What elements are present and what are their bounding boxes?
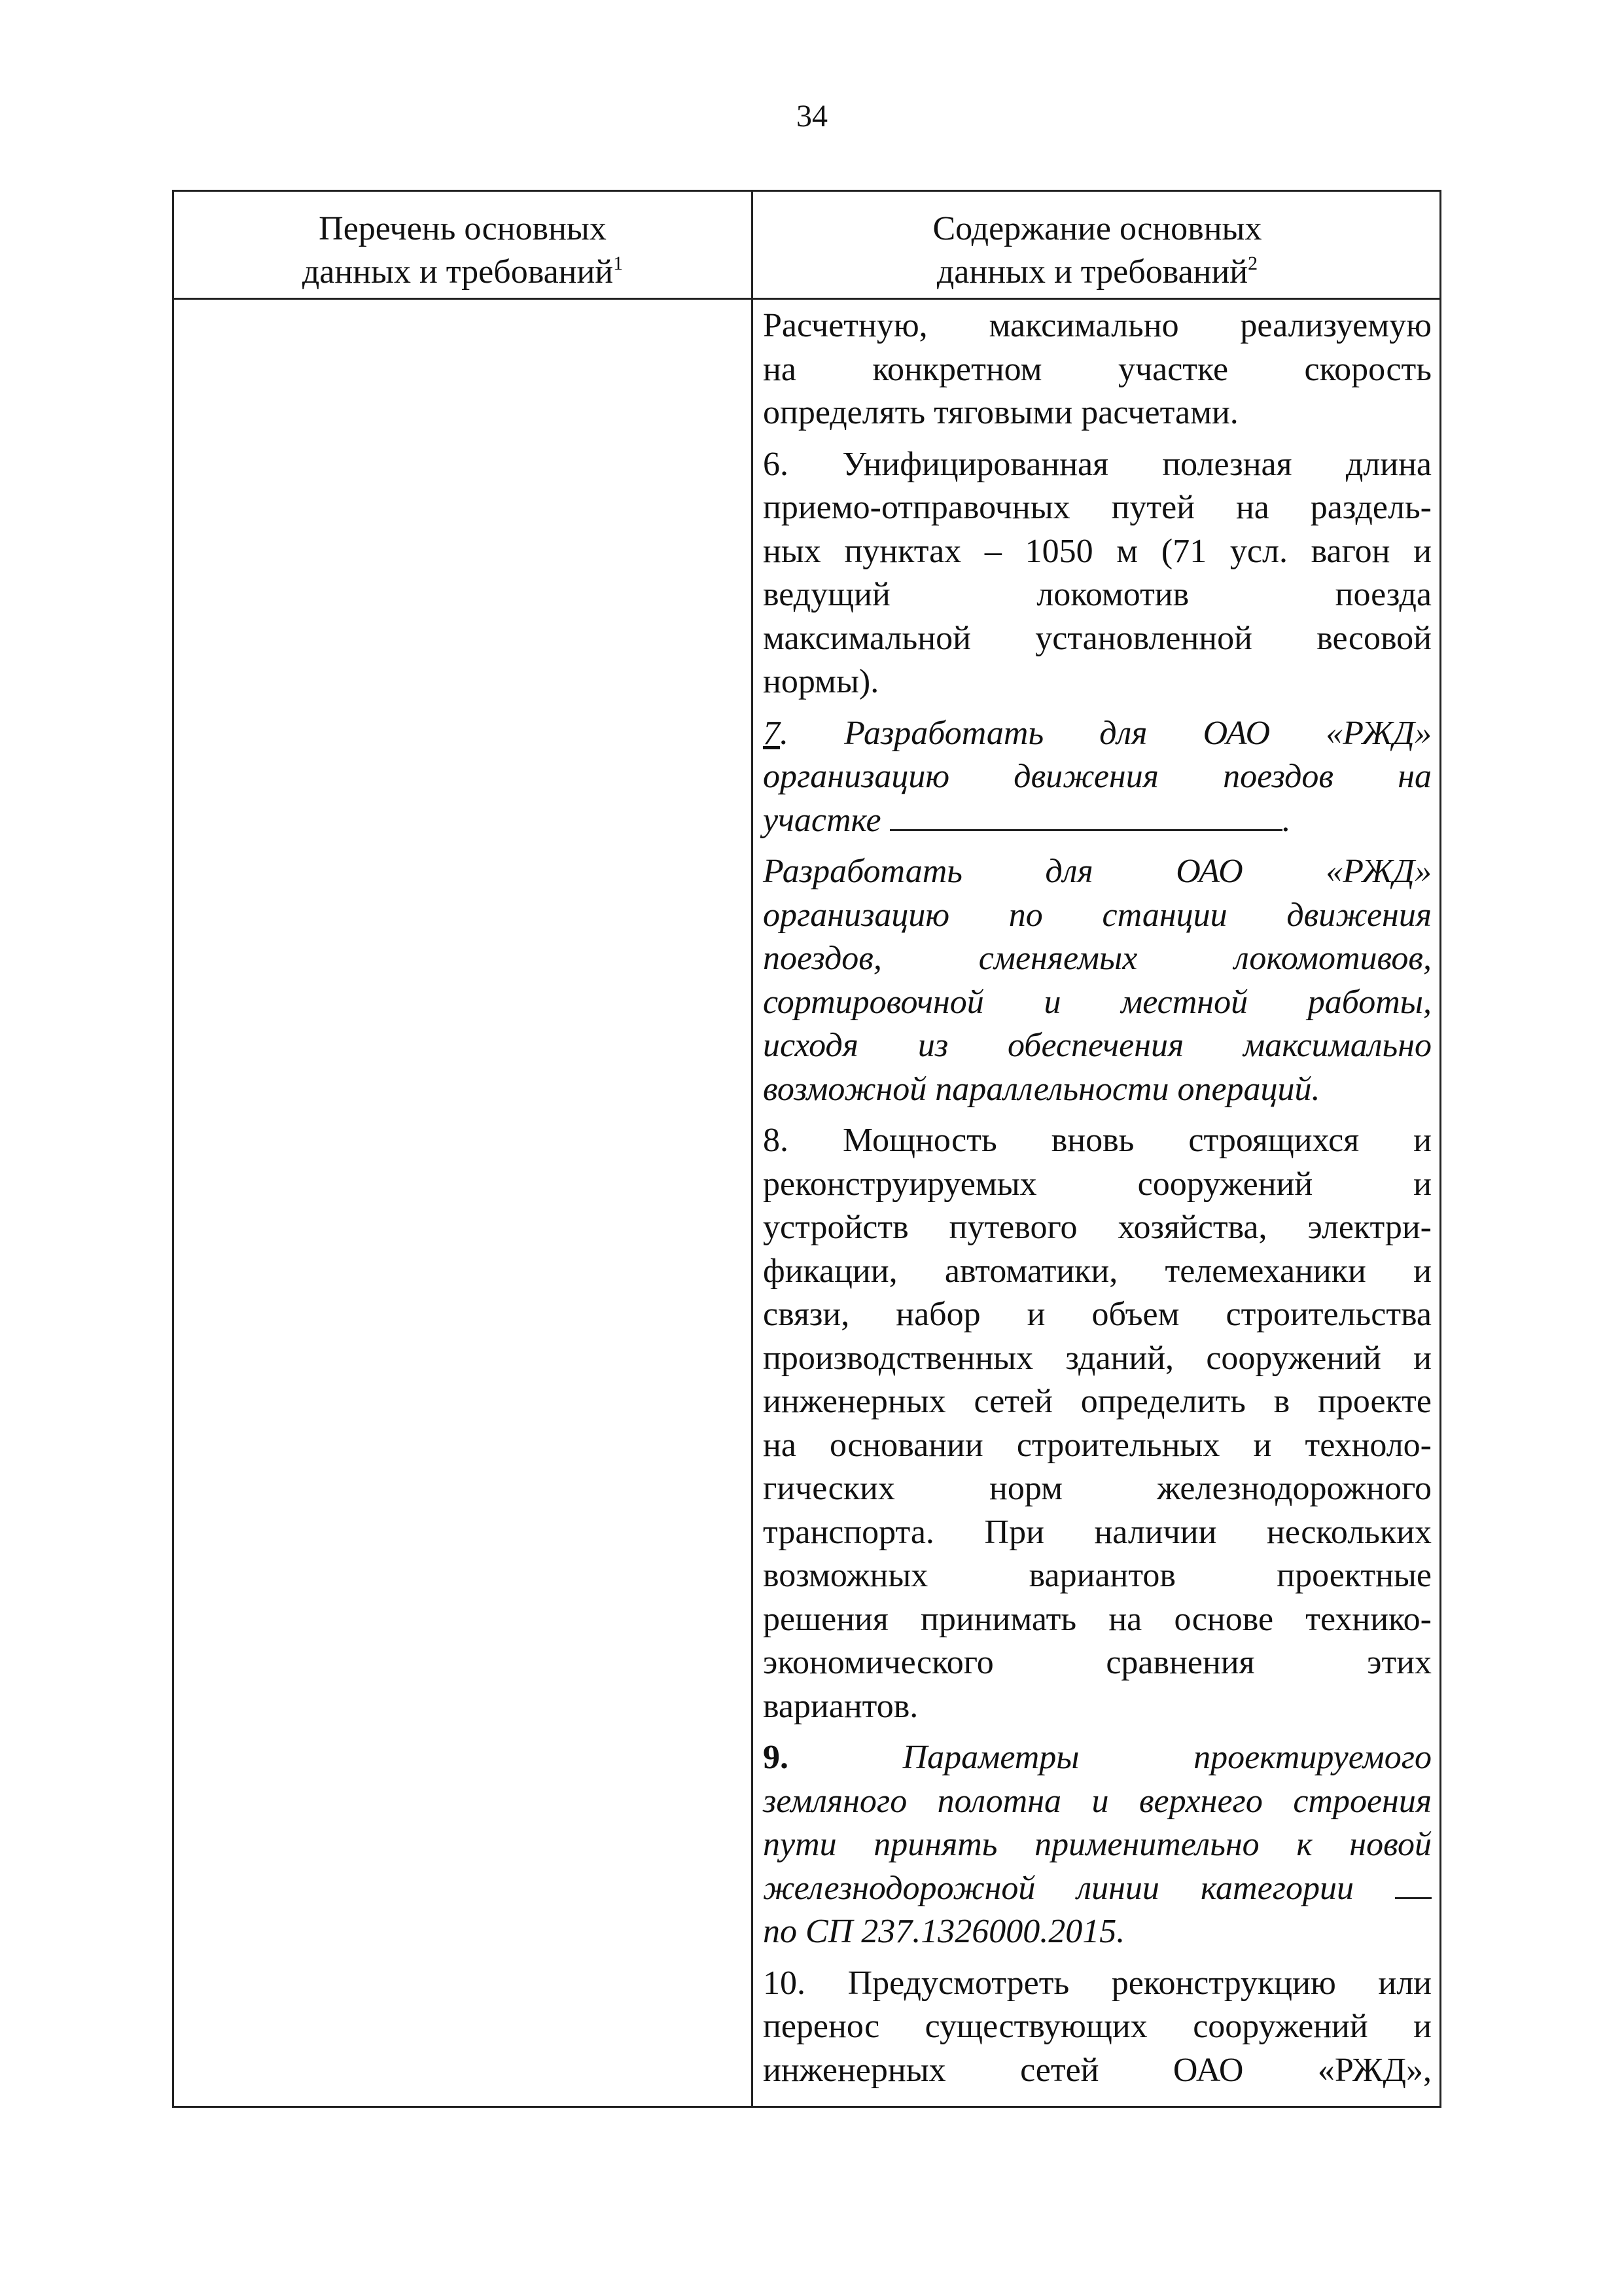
paragraph-6-track-length: [763, 443, 1432, 704]
text-line: земляного полотна и верхнего строения: [763, 1782, 1432, 1820]
requirements-table: [172, 190, 1441, 2108]
text-fragment: .: [1282, 801, 1291, 839]
text-line: поездов, сменяемых локомотивов,: [763, 940, 1432, 977]
text-line: нормы).: [763, 663, 879, 700]
text-line: сортировочной и местной работы,: [763, 983, 1432, 1021]
text-line: фикации, автоматики, телемеханики и: [763, 1252, 1432, 1290]
text-line: инженерных сетей определить в проекте: [763, 1383, 1432, 1420]
header-divider: [174, 298, 1439, 300]
text-line: исходя из обеспечения максимально: [763, 1027, 1432, 1064]
column-divider: [751, 192, 753, 2106]
page-number: 34: [796, 99, 828, 133]
paragraph-9-parameters: [763, 1736, 1432, 1954]
text-line: экономического сравнения этих: [763, 1644, 1432, 1681]
paragraph-8-capacity: [763, 1119, 1432, 1728]
text-line: Разработать для ОАО «РЖД»: [763, 853, 1432, 890]
text-line: 8. Мощность вновь строящихся и: [763, 1122, 1432, 1159]
text-line: [763, 712, 1432, 756]
text-line: реконструируемых сооружений и: [763, 1165, 1432, 1203]
text-line: [763, 799, 1432, 843]
text-line: организацию движения поездов на: [763, 758, 1432, 795]
text-line: Расчетную, максимально реализуемую: [763, 307, 1432, 344]
header-left-cell: [174, 207, 751, 294]
paragraph-7-station: [763, 850, 1432, 1111]
text-line: производственных зданий, сооружений и: [763, 1339, 1432, 1377]
text-line: инженерных сетей ОАО «РЖД»,: [763, 2051, 1432, 2089]
text-fragment: железнодорожной линии категории: [763, 1869, 1354, 1907]
text-line: 10. Предусмотреть реконструкцию или: [763, 1964, 1432, 2002]
text-fragment: . Разработать для ОАО «РЖД»: [780, 714, 1432, 752]
right-cell-content: [763, 304, 1432, 2100]
text-line: на основании строительных и техноло-: [763, 1426, 1432, 1464]
header-left-line1: Перечень основных: [319, 210, 607, 247]
item-number-7: 7: [763, 714, 780, 752]
paragraph-10-reconstruction: [763, 1962, 1432, 2093]
text-line: приемо-отправочных путей на раздель-: [763, 489, 1432, 526]
text-line: пути принять применительно к новой: [763, 1826, 1432, 1863]
text-line: решения принимать на основе технико-: [763, 1600, 1432, 1638]
text-line: ных пунктах – 1050 м (71 усл. вагон и: [763, 532, 1432, 570]
blank-field-category: [1395, 1871, 1432, 1899]
text-line: возможной параллельности операций.: [763, 1070, 1320, 1108]
paragraph-7-section: [763, 712, 1432, 843]
footnote-marker-2: 2: [1248, 253, 1258, 274]
text-line: вариантов.: [763, 1687, 919, 1725]
header-right-line1: Содержание основных: [932, 210, 1262, 247]
text-line: перенос существующих сооружений и: [763, 2008, 1432, 2045]
text-line: определять тяговыми расчетами.: [763, 394, 1239, 431]
text-line: на конкретном участке скорость: [763, 350, 1432, 388]
text-line: организацию по станции движения: [763, 896, 1432, 934]
text-line: 6. Унифицированная полезная длина: [763, 445, 1432, 483]
item-number-9: 9.: [763, 1739, 788, 1776]
header-left-line2-text: данных и требований: [302, 253, 614, 291]
text-line: [763, 1736, 1432, 1780]
text-line: максимальной установленной весовой: [763, 619, 1432, 657]
text-line: устройств путевого хозяйства, электри-: [763, 1209, 1432, 1246]
blank-field-section: [890, 803, 1282, 831]
text-line: [763, 1867, 1432, 1911]
footnote-marker-1: 1: [613, 253, 624, 274]
text-line: транспорта. При наличии нескольких: [763, 1513, 1432, 1551]
header-right-line2: [753, 251, 1441, 294]
header-right-cell: [753, 207, 1441, 294]
header-right-line2-text: данных и требований: [936, 253, 1248, 291]
text-line: возможных вариантов проектные: [763, 1557, 1432, 1594]
text-line: связи, набор и объем строительства: [763, 1296, 1432, 1333]
header-left-line2: [174, 251, 751, 294]
text-fragment: Параметры проектируемого: [902, 1739, 1432, 1776]
paragraph-speed: [763, 304, 1432, 435]
text-line: ведущий локомотив поезда: [763, 576, 1432, 613]
text-fragment: участке: [763, 801, 881, 839]
text-line: гических норм железнодорожного: [763, 1470, 1432, 1507]
text-line: по СП 237.1326000.2015.: [763, 1913, 1125, 1950]
